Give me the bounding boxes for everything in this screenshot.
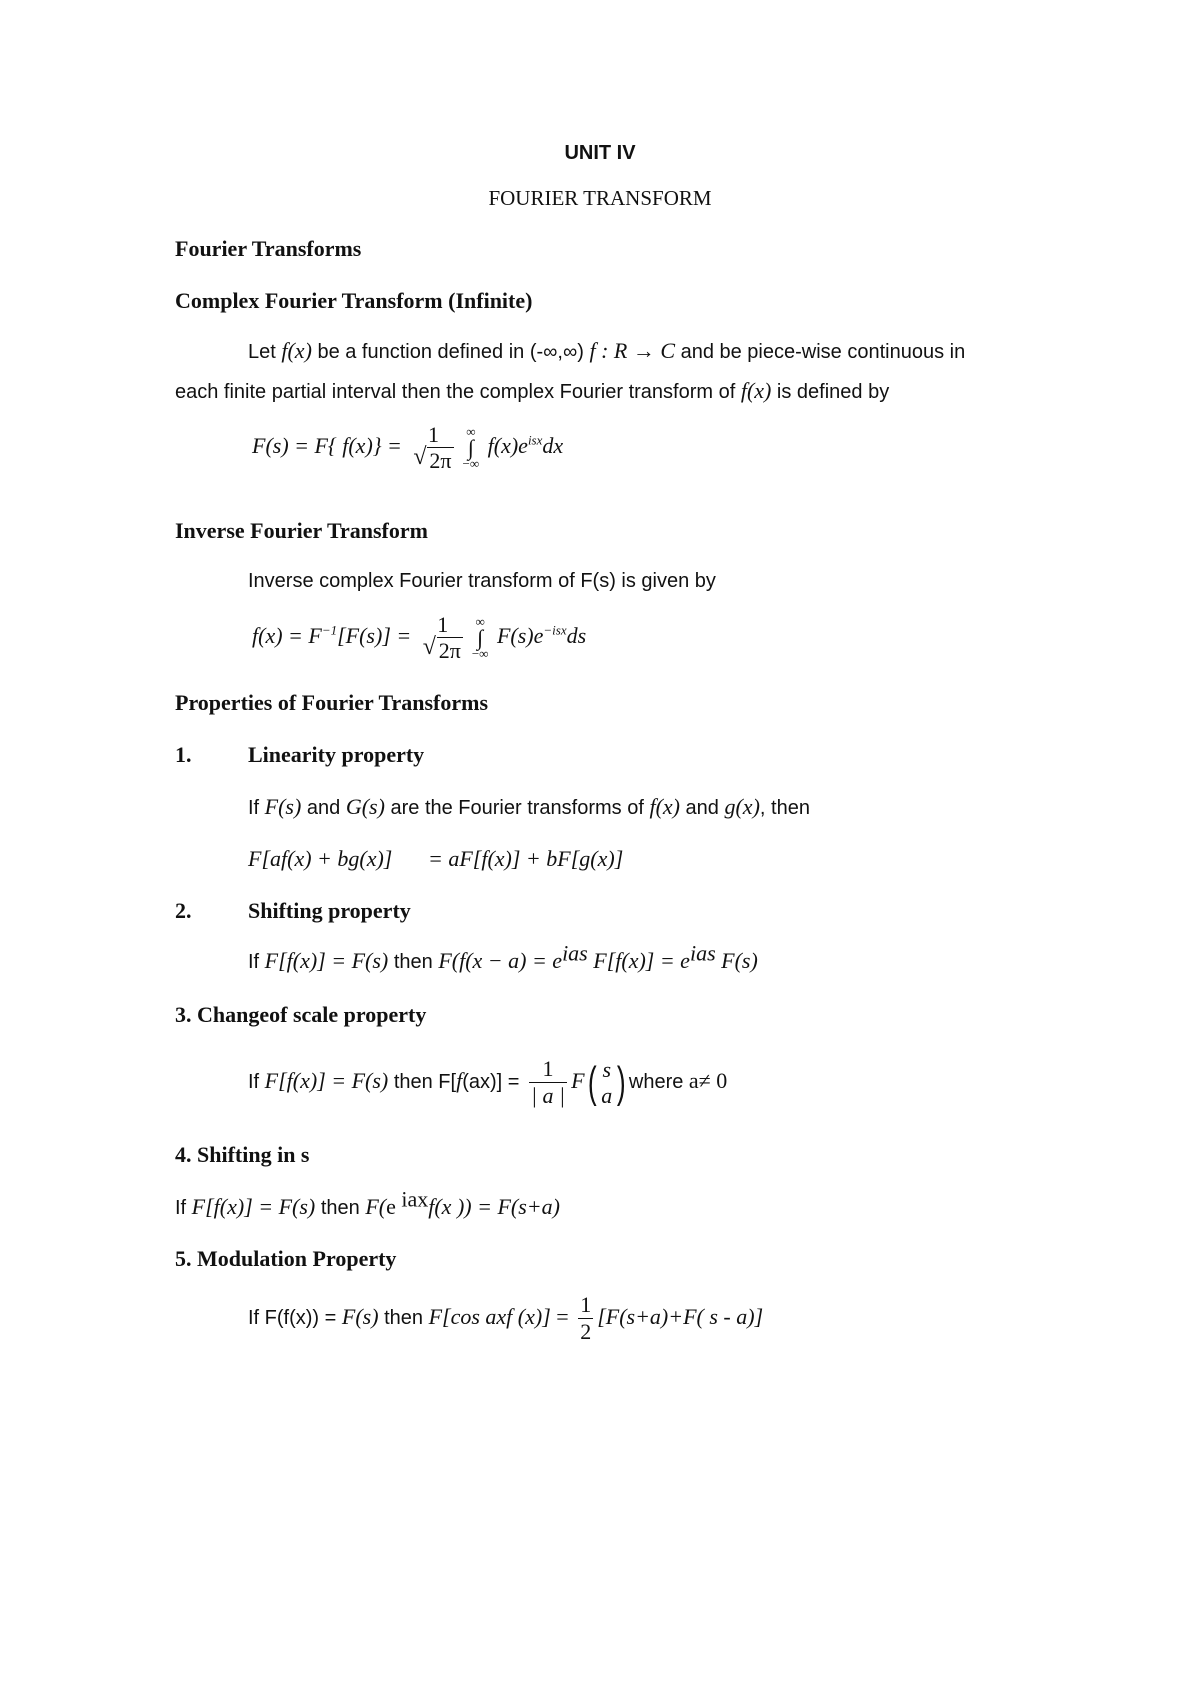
scale-text: where — [628, 1071, 689, 1093]
intro-map: f : R → C — [589, 338, 676, 363]
lin-text: and — [301, 797, 346, 819]
scale-den: | a | — [531, 1083, 566, 1109]
lin-fx: f(x) — [649, 794, 680, 819]
ft-lhs: F(s) = F{ f(x)} = — [252, 433, 408, 459]
shs-text: If — [175, 1197, 192, 1219]
unit-heading: UNIT IV — [564, 142, 636, 164]
inv-num: 1 — [437, 612, 449, 637]
scale-cond: a≠ 0 — [688, 1068, 728, 1093]
lin-text: and — [680, 797, 725, 819]
modulation-title: 5. Modulation Property — [175, 1246, 397, 1271]
mod-den: 2 — [580, 1319, 592, 1345]
shifting-number: 2. — [175, 898, 192, 923]
inv-fraction — [421, 612, 465, 664]
inv-lower: −∞ — [471, 646, 489, 661]
lin-text: , then — [759, 797, 810, 819]
right-paren-icon: ) — [617, 1057, 626, 1107]
linearity-text — [248, 794, 810, 820]
mod-text: If F(f(x)) = — [248, 1307, 342, 1329]
inv-integral-sign: ∫ — [477, 625, 484, 650]
intro-text: Let — [248, 341, 282, 363]
shs-m2: F( — [365, 1194, 387, 1219]
section-complex-ft: Complex Fourier Transform (Infinite) — [175, 288, 533, 313]
inv-differential: ds — [566, 623, 587, 649]
shifting-formula — [248, 940, 758, 974]
shift-m2: F(f(x − a) = e — [438, 948, 563, 973]
ft-den-value: 2π — [429, 448, 452, 473]
lin-Fs: F(s) — [264, 794, 302, 819]
intro-fx: f(x) — [740, 378, 772, 403]
inv-upper: ∞ — [475, 614, 485, 629]
mod-text: then — [378, 1307, 429, 1329]
section-properties: Properties of Fourier Transforms — [175, 690, 489, 715]
ft-den — [411, 444, 455, 474]
ft-differential: dx — [542, 433, 564, 459]
sqrt-icon: √ 2π — [422, 634, 461, 663]
linearity-formula-rhs: = aF[f(x)] + bF[g(x)] — [428, 846, 624, 871]
ft-upper: ∞ — [466, 424, 476, 439]
shs-m3: f(x )) = — [428, 1194, 498, 1219]
scale-inner-den: a — [601, 1082, 613, 1108]
ft-fraction — [411, 422, 455, 474]
scale-fraction — [529, 1056, 567, 1109]
modulation-formula — [248, 1286, 763, 1349]
mod-num: 1 — [580, 1292, 592, 1318]
intro-text: be a function defined in (-∞,∞) — [311, 341, 590, 363]
shs-m1: F[f(x)] = F(s) — [191, 1194, 316, 1219]
inverse-description: Inverse complex Fourier transform of F(s) is given by — [248, 570, 716, 592]
inv-den — [421, 634, 465, 664]
ft-integral-sign: ∫ — [467, 435, 474, 460]
linearity-formula-lhs: F[af(x) + bg(x)] — [248, 846, 393, 871]
intro-line-1 — [248, 338, 965, 364]
scale-num: 1 — [542, 1056, 554, 1082]
section-fourier-transforms: Fourier Transforms — [175, 236, 362, 261]
integral-icon — [472, 615, 489, 661]
shift-m4: F(s) — [715, 948, 758, 973]
lin-text: If — [248, 797, 265, 819]
left-paren-icon: ( — [587, 1057, 597, 1107]
scale-text: then F[ — [388, 1071, 457, 1093]
mod-eq: = — [550, 1304, 575, 1329]
shs-sup: iax — [395, 1186, 429, 1212]
shift-m3-sup: ias — [689, 940, 716, 966]
scale-text: If — [248, 1071, 265, 1093]
scale-inner-fraction — [599, 1057, 614, 1109]
mod-m1: F[cos axf (x)] — [428, 1304, 551, 1329]
inv-den-value: 2π — [438, 638, 461, 663]
mod-Fs: F(s) — [341, 1304, 379, 1329]
intro-text: each finite partial interval then the complex Fourier transform of — [175, 381, 741, 403]
formula-inverse-transform — [252, 612, 586, 664]
shifting-title: Shifting property — [248, 898, 411, 923]
integral-icon — [463, 425, 480, 471]
shs-m4: F(s+a) — [497, 1194, 560, 1219]
shifting-s-formula — [175, 1186, 560, 1220]
intro-text: and be piece-wise continuous in — [675, 341, 966, 363]
shift-m2-sup: ias — [562, 940, 588, 966]
ft-integrand: f(x)e — [482, 433, 528, 459]
inv-exponent: −isx — [543, 622, 567, 638]
inv-sup: −1 — [321, 622, 338, 638]
mod-m2: [F(s+a)+F( s - a)] — [597, 1304, 764, 1329]
scale-m2: f — [456, 1068, 463, 1093]
shs-text: then — [315, 1197, 366, 1219]
linearity-title: Linearity property — [248, 742, 425, 767]
shift-text: If — [248, 951, 265, 973]
mod-fraction — [578, 1292, 593, 1345]
intro-text: is defined by — [771, 381, 890, 403]
shifting-s-title: 4. Shifting in s — [175, 1142, 310, 1167]
ft-lower: −∞ — [462, 456, 480, 471]
scale-inner-num: s — [602, 1056, 611, 1082]
ft-num: 1 — [427, 422, 439, 447]
inv-integrand: F(s)e — [491, 623, 544, 649]
lin-gx: g(x) — [724, 794, 760, 819]
shift-m3: F[f(x)] = e — [587, 948, 690, 973]
scale-text: (ax)] = — [462, 1071, 525, 1093]
inv-lhs-b: [F(s)] = — [337, 623, 417, 649]
chapter-heading: FOURIER TRANSFORM — [488, 186, 712, 210]
lin-text: are the Fourier transforms of — [384, 797, 650, 819]
scale-F: F — [571, 1068, 585, 1093]
intro-line-2 — [175, 378, 889, 404]
linearity-number: 1. — [175, 742, 192, 767]
lin-Gs: G(s) — [345, 794, 385, 819]
shift-text: then — [388, 951, 439, 973]
formula-fourier-transform — [252, 422, 563, 474]
intro-fx: f(x) — [281, 338, 312, 363]
change-scale-formula — [248, 1046, 727, 1117]
sqrt-icon: √ 2π — [413, 444, 452, 473]
section-inverse-ft: Inverse Fourier Transform — [175, 518, 428, 543]
scale-m1: F[f(x)] = F(s) — [264, 1068, 389, 1093]
change-scale-title: 3. Changeof scale property — [175, 1002, 427, 1027]
shift-m1: F[f(x)] = F(s) — [264, 948, 389, 973]
inv-lhs: f(x) = F — [252, 623, 322, 649]
ft-exponent: isx — [527, 432, 543, 448]
shs-e: e — [386, 1194, 396, 1219]
